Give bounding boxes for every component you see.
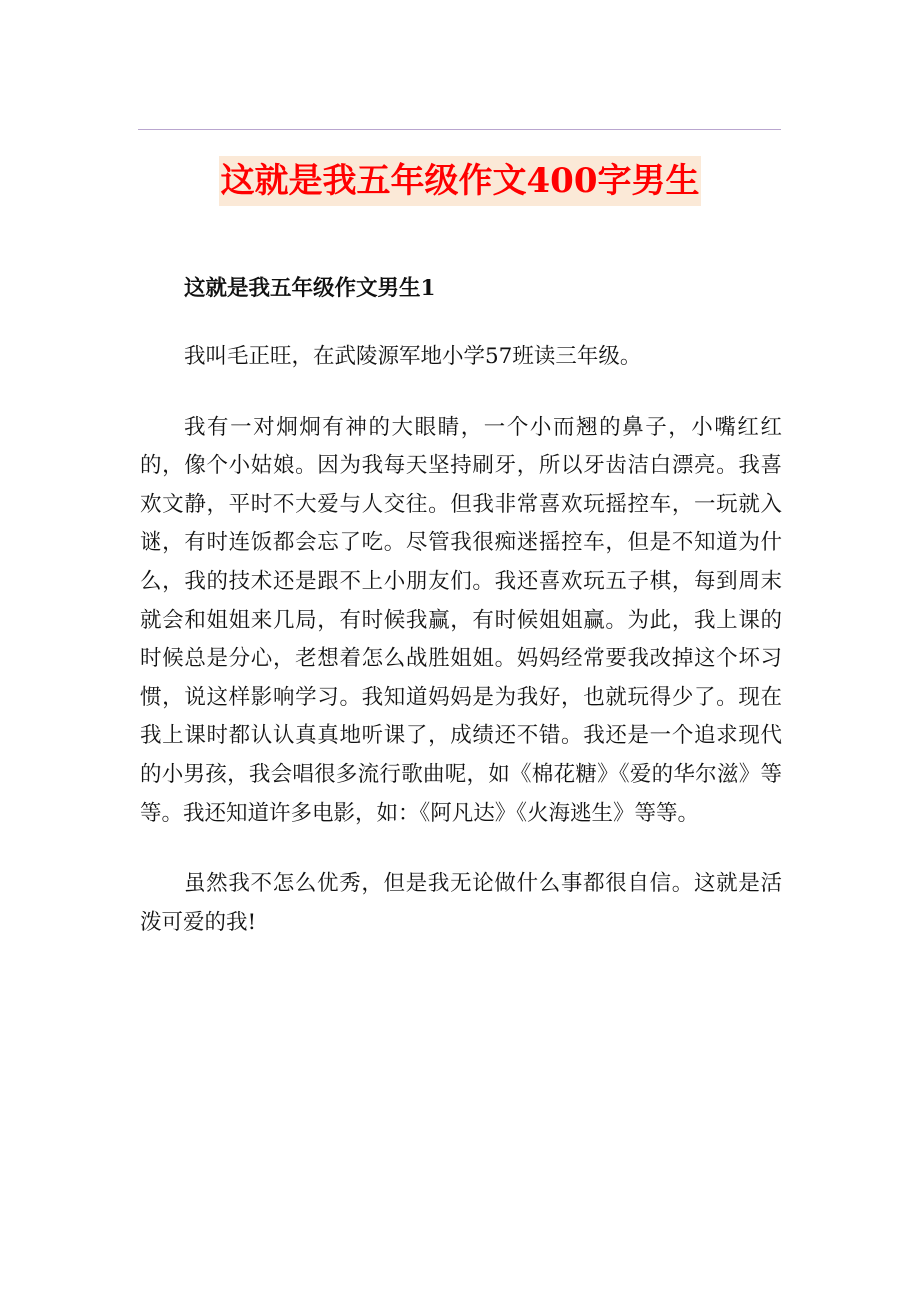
paragraph-conclusion: 虽然我不怎么优秀，但是我无论做什么事都很自信。这就是活泼可爱的我! [140,871,782,935]
document-body [140,270,782,942]
title-container [0,156,920,206]
paragraph-main: 我有一对炯炯有神的大眼睛，一个小而翘的鼻子，小嘴红红的，像个小姑娘。因为我每天坚持刷牙，所以牙齿洁白漂亮。我喜欢文静，平时不大爱与人交往。但我非常喜欢玩摇控车，一玩就入谜，有时连饭都会忘了吃。尽管我很痴迷摇控车，但是不知道为什么，我的技术还是跟不上小朋友们。我还喜欢玩五子棋，每到周末就会和姐姐来几局，有时候我赢，有时候姐姐赢。为此，我上课的时候总是分心，老想着怎么战胜姐姐。妈妈经常要我改掉这个坏习惯，说这样影响学习。我知道妈妈是为我好，也就玩得少了。现在我上课时都认认真真地听课了，成绩还不错。我还是一个追求现代的小男孩，我会唱很多流行歌曲呢，如《棉花糖》《爱的华尔滋》等等。我还知道许多电影，如：《阿凡达》《火海逃生》等等。 [140,414,782,826]
section-heading: 这就是我五年级作文男生1 [184,276,436,301]
paragraph-intro: 我叫毛正旺，在武陵源军地小学57班读三年级。 [184,344,642,369]
document-title: 这就是我五年级作文400字男生 [219,156,702,206]
header-rule [138,129,781,130]
